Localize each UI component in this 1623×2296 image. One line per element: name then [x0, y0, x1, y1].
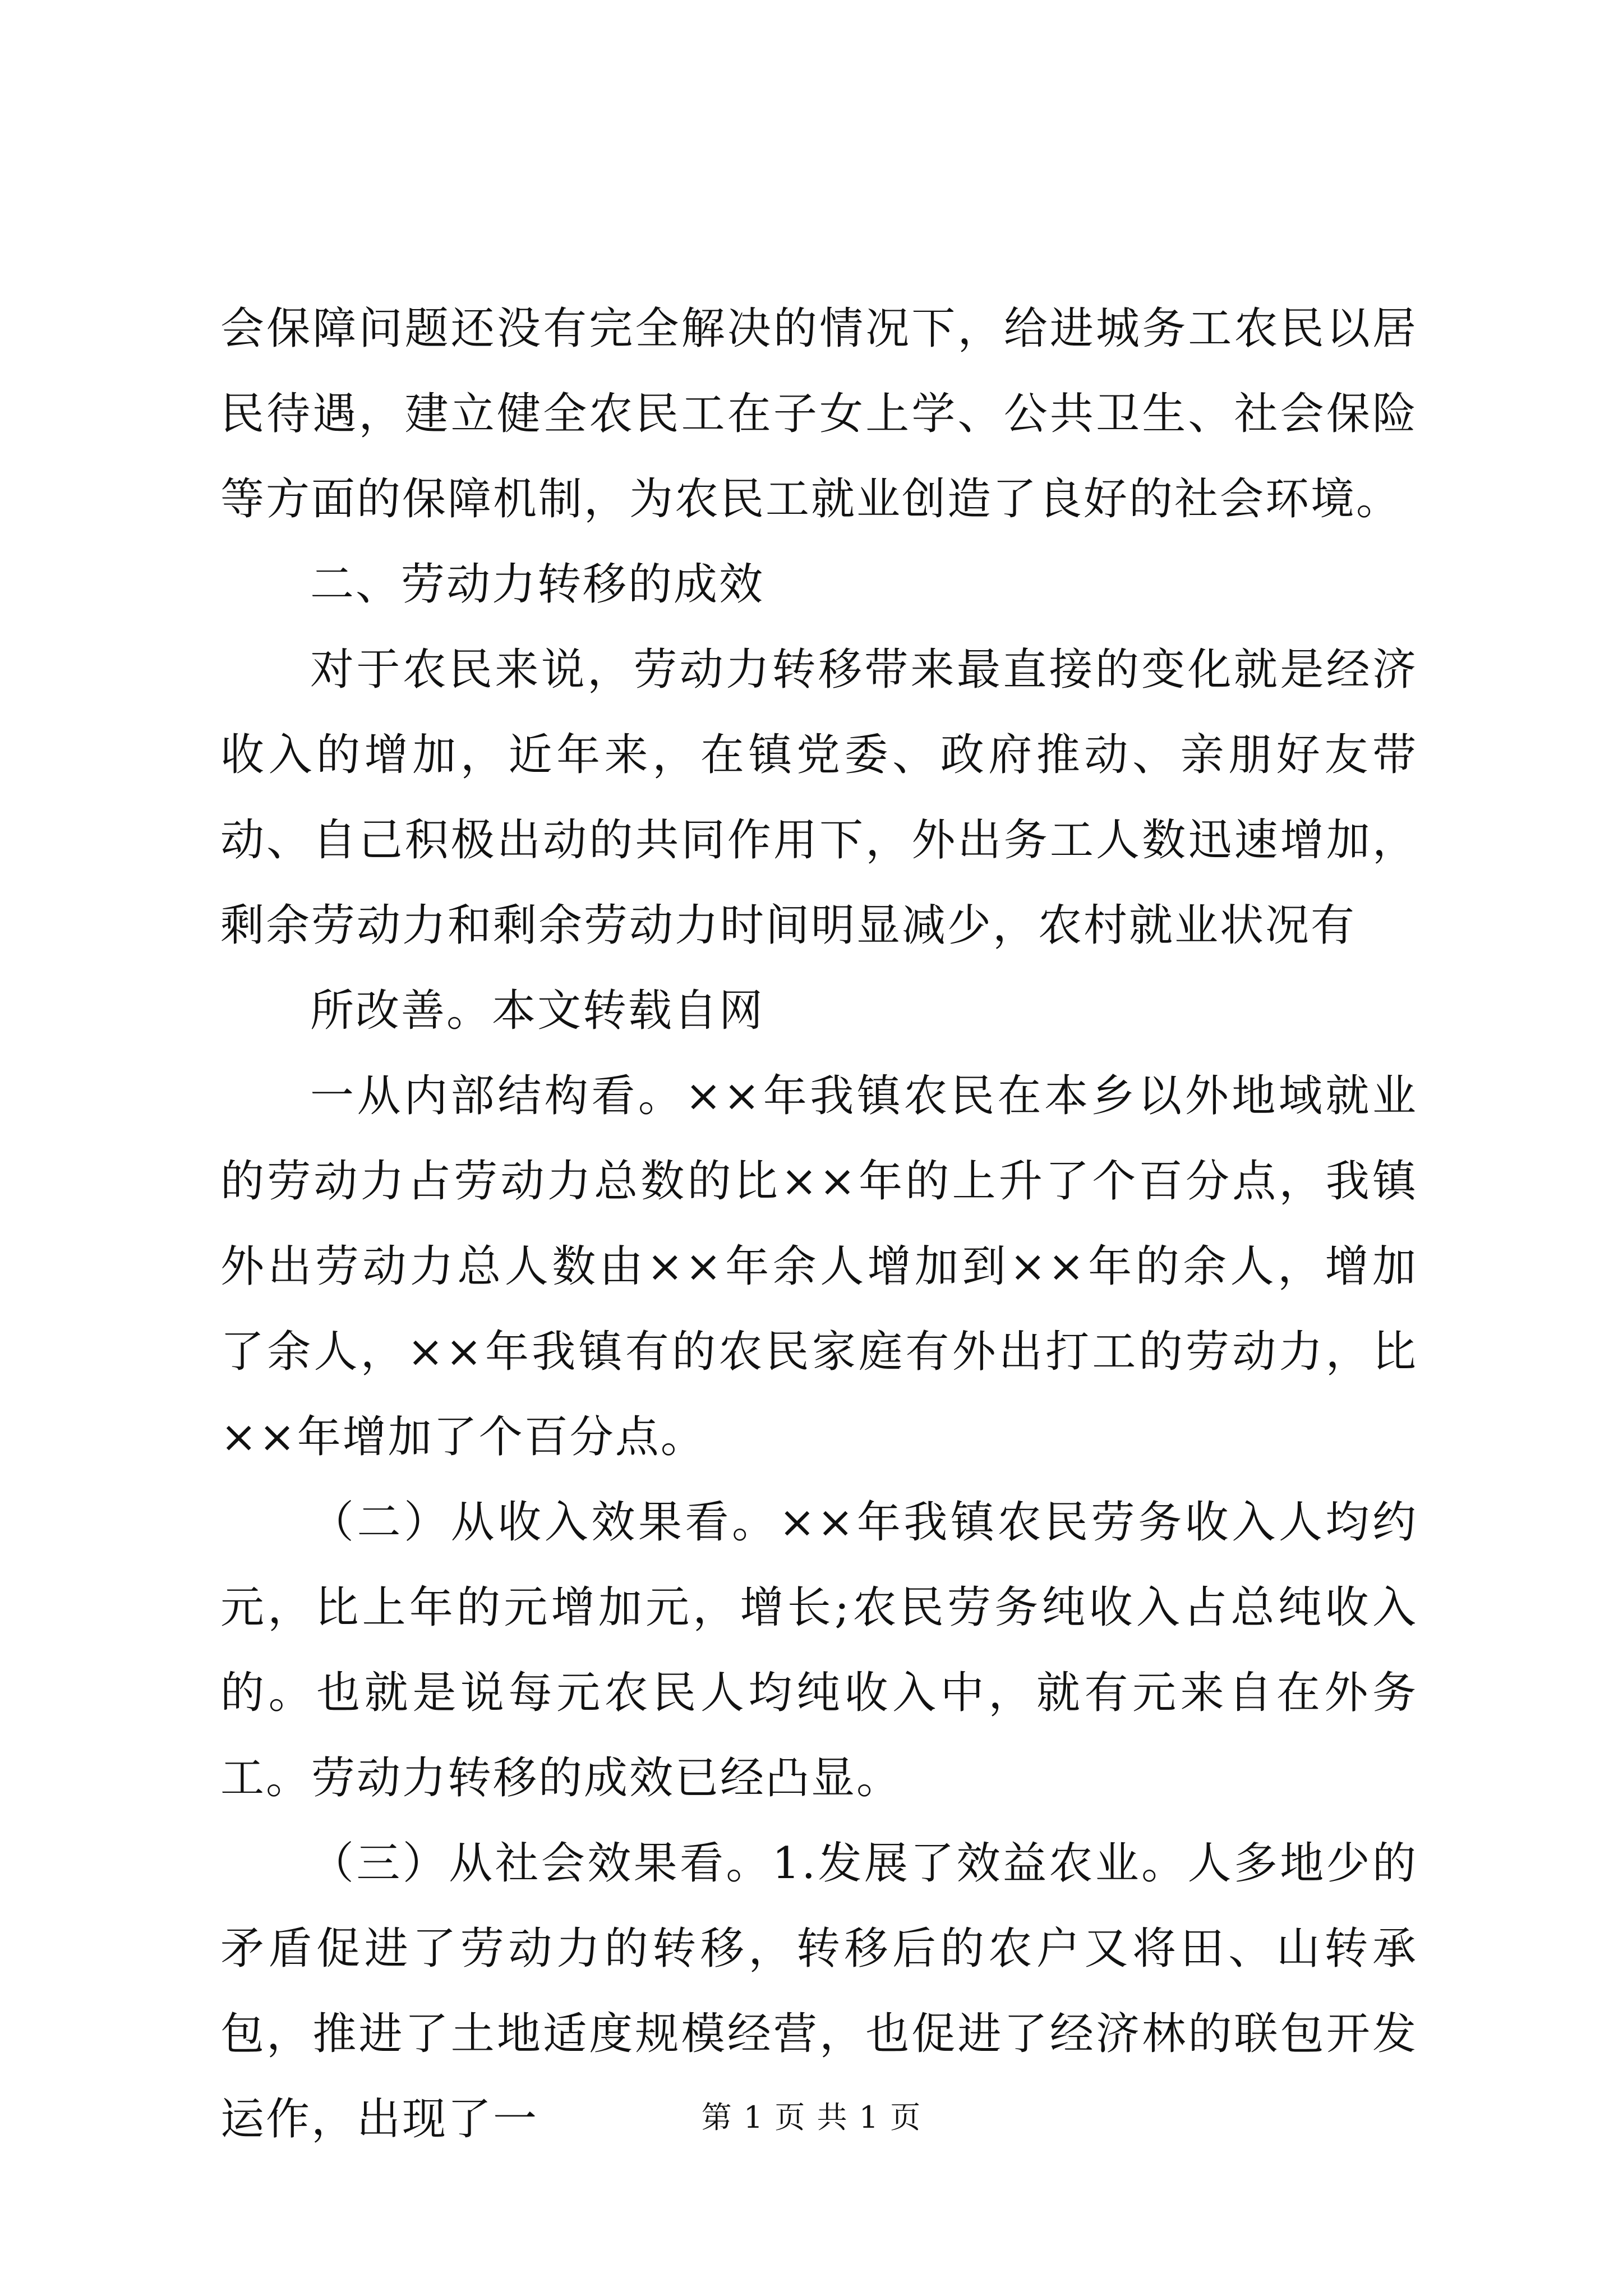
- page-footer: 第 1 页 共 1 页: [701, 2100, 922, 2135]
- paragraph-income-effect: （二）从收入效果看。××年我镇农民劳务收入人均约元，比上年的元增加元，增长;农民劳务纯收入占总纯收入的。也就是说每元农民人均纯收入中，就有元来自在外务工。劳动力转移的成效已经凸显。: [220, 1497, 1418, 1803]
- paragraph-social-effect: （三）从社会效果看。1.发展了效益农业。人多地少的矛盾促进了劳动力的转移，转移后的农户又将田、山转承包，推进了土地适度规模经营，也促进了经济林的联包开发运作，出现了一: [220, 1838, 1418, 2145]
- section-heading-transfer-results: 二、劳动力转移的成效: [310, 559, 765, 610]
- paragraph-improvement-note: 所改善。本文转载自网: [310, 986, 765, 1036]
- document-body: [220, 286, 1418, 2162]
- paragraph-internal-structure: 一从内部结构看。××年我镇农民在本乡以外地域就业的劳动力占劳动力总数的比××年的上升了个百分点，我镇外出劳动力总人数由××年余人增加到××年的余人，增加了余人，××年我镇有的农民家庭有外出打工的劳动力，比××年增加了个百分点。: [220, 1071, 1418, 1462]
- paragraph-income-change: 对于农民来说，劳动力转移带来最直接的变化就是经济收入的增加，近年来，在镇党委、政府推动、亲朋好友带动、自己积极出动的共同作用下，外出务工人数迅速增加，剩余劳动力和剩余劳动力时间明显减少，农村就业状况有: [220, 645, 1418, 951]
- paragraph-social-security: 会保障问题还没有完全解决的情况下，给进城务工农民以居民待遇，建立健全农民工在子女上学、公共卫生、社会保险等方面的保障机制，为农民工就业创造了良好的社会环境。: [220, 303, 1418, 524]
